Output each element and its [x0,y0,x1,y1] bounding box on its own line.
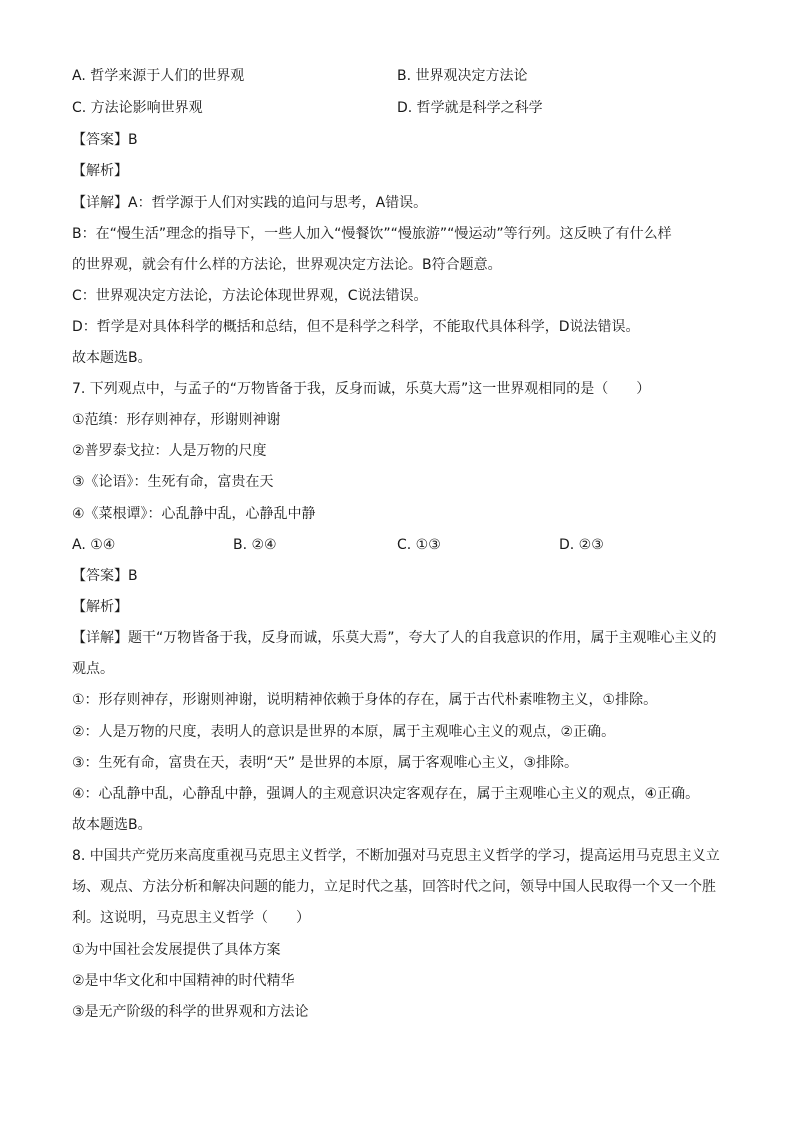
q7-stem: 7. 下列观点中，与孟子的“万物皆备于我，反身而诚，乐莫大焉”这一世界观相同的是（ ） [72,381,651,397]
q7-detail-line: ①：形存则神存，形谢则神谢，说明精神依赖于身体的存在，属于古代朴素唯物主义，①排除。 [72,692,658,708]
q6-analysis-label: 【解析】 [72,163,128,179]
q6-detail-line: D：哲学是对具体科学的概括和总结，但不是科学之科学，不能取代具体科学，D说法错误。 [72,319,640,335]
q6-option-a: A. 哲学来源于人们的世界观 [72,68,245,84]
q7-item-2: ②普罗泰戈拉：人是万物的尺度 [72,443,267,459]
q8-stem-line: 利。这说明，马克思主义哲学（ ） [72,910,310,926]
q6-option-b: B. 世界观决定方法论 [397,68,528,84]
q7-option-d: D. ②③ [559,537,604,553]
q6-detail-line: C：世界观决定方法论，方法论体现世界观，C说法错误。 [72,288,428,304]
q6-option-c: C. 方法论影响世界观 [72,100,203,116]
q7-option-c: C. ①③ [397,537,441,553]
q7-analysis-label: 【解析】 [72,599,128,615]
q7-item-3: ③《论语》：生死有命，富贵在天 [72,474,274,490]
q7-detail-line: ②：人是万物的尺度，表明人的意识是世界的本原，属于主观唯心主义的观点，②正确。 [72,724,616,740]
q7-item-1: ①范缜：形存则神存，形谢则神谢 [72,412,281,428]
q8-stem-line: 8. 中国共产党历来高度重视马克思主义哲学，不断加强对马克思主义哲学的学习，提高运用马克思主义立 [72,848,720,864]
q7-detail-line: 观点。 [72,661,114,677]
q7-item-4: ④《菜根谭》：心乱静中乱，心静乱中静 [72,506,316,522]
q7-conclusion: 故本题选B。 [72,817,152,833]
q7-detail-line: 【详解】题干“万物皆备于我，反身而诚，乐莫大焉”，夸大了人的自我意识的作用，属于主观唯心主义的 [72,630,717,646]
q6-option-d: D. 哲学就是科学之科学 [397,100,543,116]
q8-item-2: ②是中华文化和中国精神的时代精华 [72,973,295,989]
q7-option-a: A. ①④ [72,537,116,553]
q6-detail-line: 【详解】A：哲学源于人们对实践的追问与思考，A错误。 [72,195,428,211]
q8-item-1: ①为中国社会发展提供了具体方案 [72,942,281,958]
q6-answer: 【答案】B [72,132,138,148]
q8-item-3: ③是无产阶级的科学的世界观和方法论 [72,1004,309,1020]
q7-option-b: B. ②④ [233,537,277,553]
q7-detail-line: ④：心乱静中乱，心静乱中静，强调人的主观意识决定客观存在，属于主观唯心主义的观点，④正确。 [72,786,700,802]
q6-detail-line: B：在“慢生活”理念的指导下，一些人加入“慢餐饮”“慢旅游”“慢运动”等行列。这反映了有什么样 [72,226,672,242]
q7-detail-line: ③：生死有命，富贵在天，表明“天” 是世界的本原，属于客观唯心主义，③排除。 [72,755,579,771]
q6-detail-line: 的世界观，就会有什么样的方法论，世界观决定方法论。B符合题意。 [72,257,502,273]
q8-stem-line: 场、观点、方法分析和解决问题的能力，立足时代之基，回答时代之问，领导中国人民取得一个又一个胜 [72,879,716,895]
q7-answer: 【答案】B [72,568,138,584]
q6-conclusion: 故本题选B。 [72,350,152,366]
